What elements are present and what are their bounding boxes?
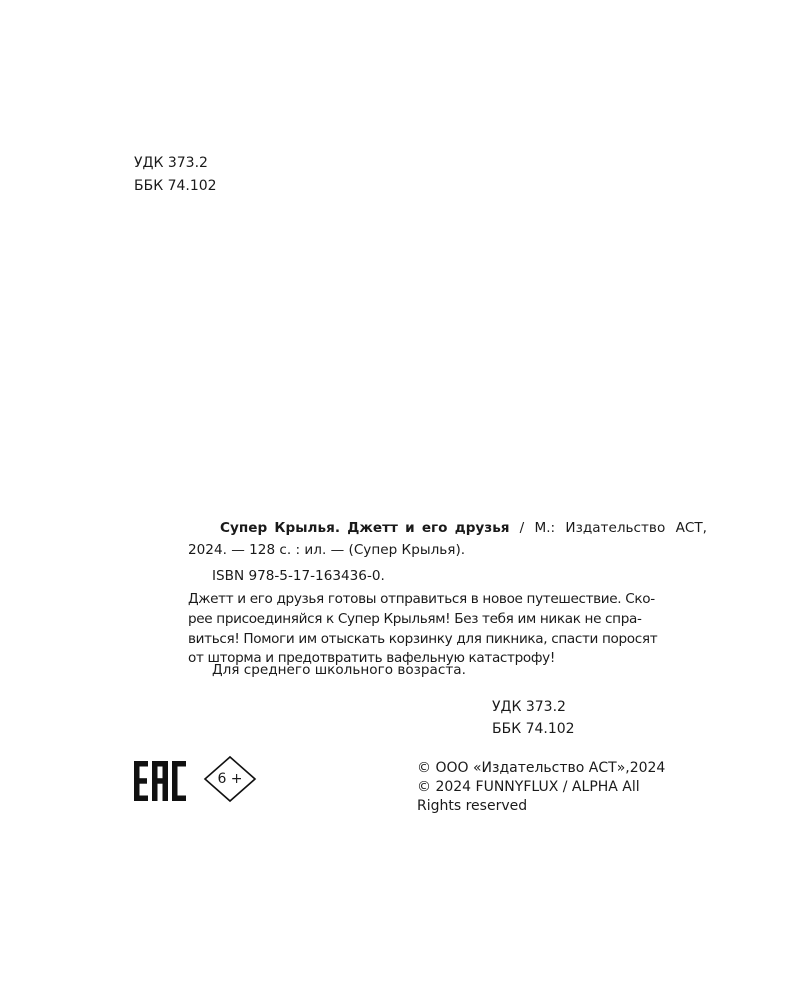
annotation-line-3: виться! Помоги им отыскать корзинку для пикника, спасти поросят (188, 631, 658, 647)
age-rating-label: 6 + (217, 771, 243, 787)
publisher-info: / М.: Издательство АСТ, (519, 520, 707, 536)
udk-bottom: УДК 373.2 (492, 699, 566, 715)
eac-conformity-icon (134, 761, 186, 801)
bbk-top: ББК 74.102 (134, 178, 217, 194)
isbn: ISBN 978-5-17-163436-0. (212, 568, 385, 584)
udk-top: УДК 373.2 (134, 155, 208, 171)
annotation-line-1: Джетт и его друзья готовы отправиться в новое путешествие. Ско- (188, 591, 655, 607)
age-note: Для среднего школьного возраста. (212, 662, 466, 678)
annotation-line-2: рее присоединяйся к Супер Крыльям! Без тебя им никак не спра- (188, 611, 642, 627)
bibliographic-title-line (220, 519, 707, 539)
annotation-line-4: от шторма и предотвратить вафельную катастрофу! (188, 650, 555, 666)
book-title: Супер Крылья. Джетт и его друзья (220, 520, 510, 536)
copyright-line-2: © 2024 FUNNYFLUX / ALPHA All (417, 779, 640, 795)
copyright-line-3: Rights reserved (417, 798, 528, 814)
bbk-bottom: ББК 74.102 (492, 721, 575, 737)
publication-details: 2024. — 128 с. : ил. — (Супер Крылья). (188, 542, 466, 558)
age-rating-badge (203, 755, 257, 803)
copyright-line-1: © ООО «Издательство АСТ»,2024 (417, 760, 666, 776)
